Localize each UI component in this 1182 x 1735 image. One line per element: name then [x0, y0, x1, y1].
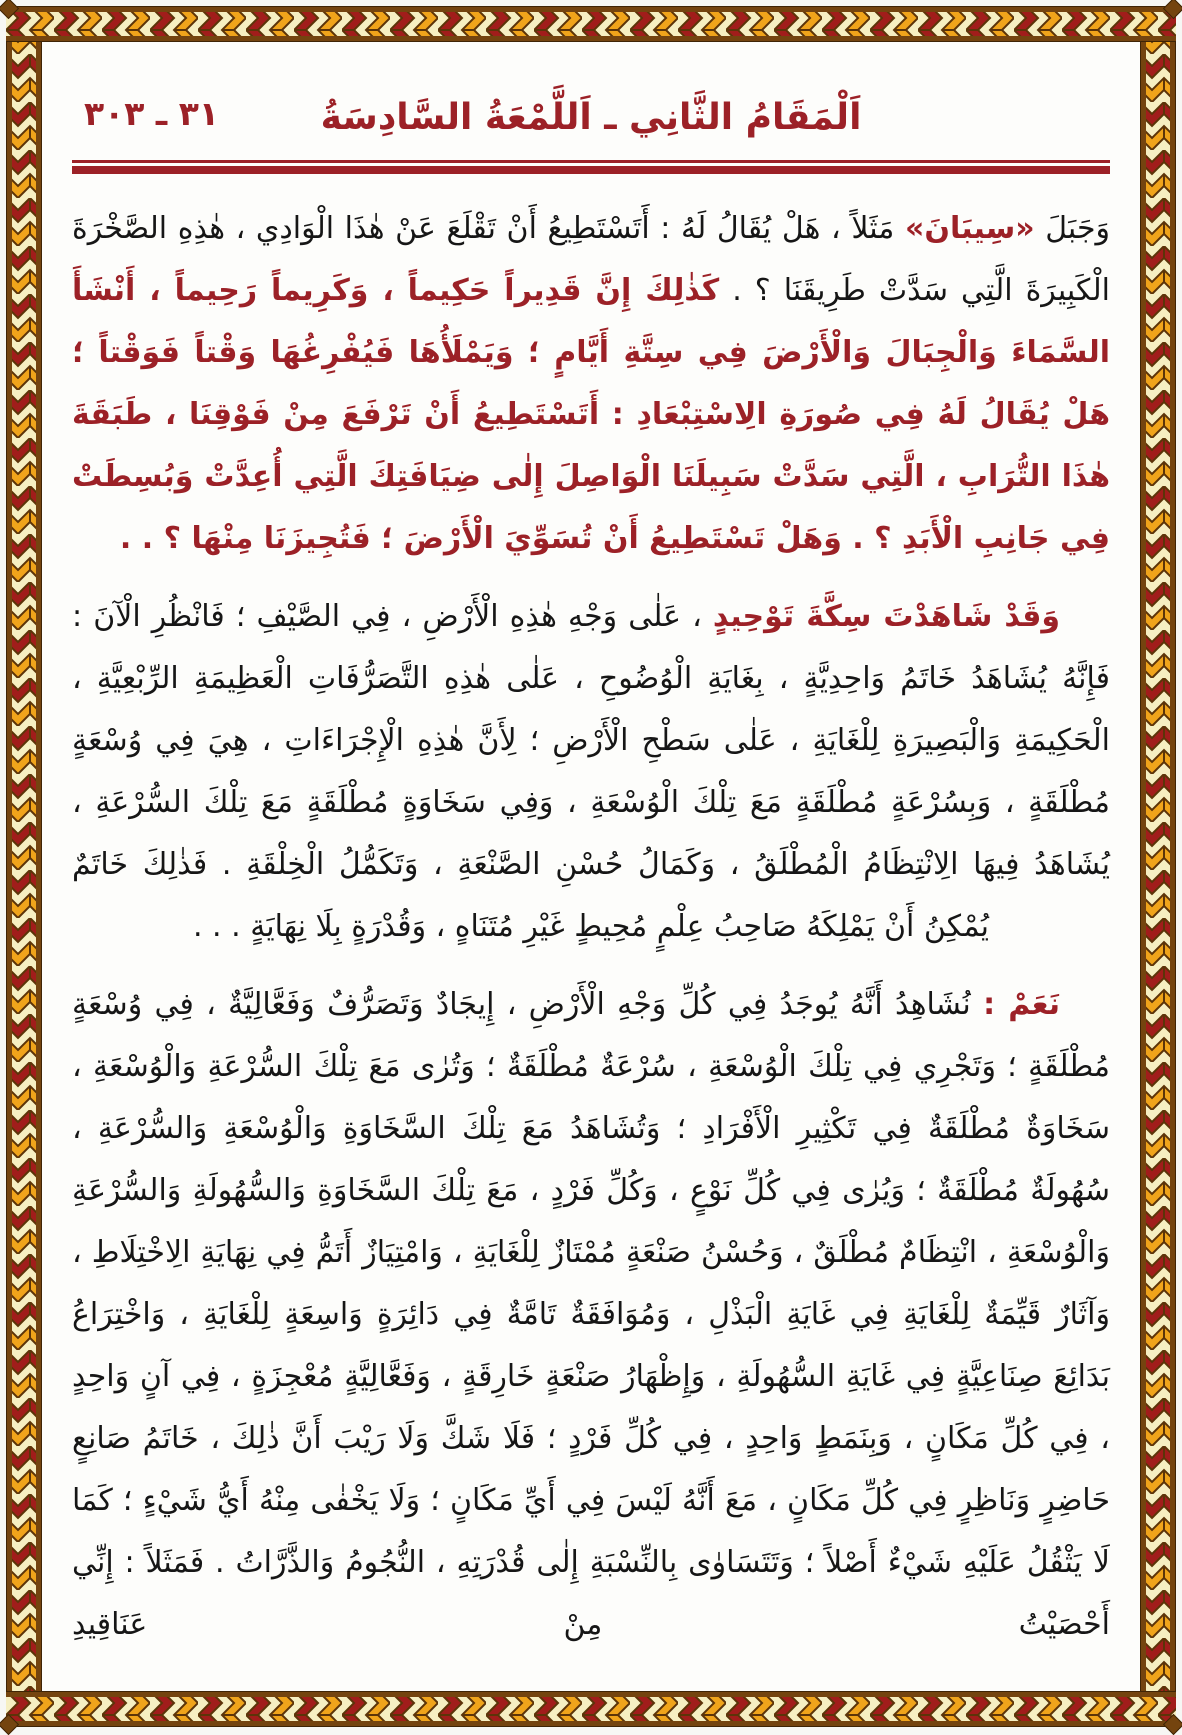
text-segment: ، عَلٰى وَجْهِ هٰذِهِ الْأَرْضِ ، فِي الصَّيْفِ ؛ فَانْظُرِ الْآنَ : فَإِنَّهُ يُشَاهَدُ خَاتَمُ وَاحِدِيَّةٍ ، بِغَايَةِ الْوُضُوحِ ، عَلٰى هٰذِهِ التَّصَرُّفَاتِ الْعَظِيمَةِ الرِّبْعِيَّةِ ، الْحَكِيمَةِ وَالْبَصِيرَةِ لِلْغَايَةِ ، عَلٰى سَطْحِ الْأَرْضِ ؛ لِأَنَّ هٰذِهِ الْإِجْرَاءَاتِ ، هِيَ فِي وُسْعَةٍ مُطْلَقَةٍ ، وَبِسُرْعَةٍ مُطْلَقَةٍ مَعَ تِلْكَ الْوُسْعَةِ ، وَفِي سَخَاوَةٍ مُطْلَقَةٍ مَعَ تِلْكَ السُّرْعَةِ ، يُشَاهَدُ فِيهَا الِانْتِظَامُ الْمُطْلَقُ ، وَكَمَالُ حُسْنِ الصَّنْعَةِ ، وَتَكَمُّلُ الْخِلْقَةِ . فَذٰلِكَ خَاتَمٌ يُمْكِنُ أَنْ يَمْلِكَهُ صَاحِبُ عِلْمٍ مُحِيطٍ غَيْرِ مُتَنَاهٍ ، وَقُدْرَةٍ بِلَا نِهَايَةٍ . . .: [72, 599, 1110, 944]
text-segment: كَذٰلِكَ إِنَّ قَدِيراً حَكِيماً ، وَكَرِيماً رَحِيماً ، أَنْشَأَ السَّمَاءَ وَالْجِبَالَ وَالْأَرْضَ فِي سِتَّةِ أَيَّامٍ ؛ وَيَمْلَأُهَا فَيُفْرِغُهَا وَقْتاً فَوَقْتاً ؛ هَلْ يُقَالُ لَهُ فِي صُورَةِ الِاسْتِبْعَادِ : أَتَسْتَطِيعُ أَنْ تَرْفَعَ مِنْ فَوْقِنَا ، طَبَقَةَ هٰذَا التُّرَابِ ، الَّتِي سَدَّتْ سَبِيلَنَا الْوَاصِلَ إِلٰى ضِيَافَتِكَ الَّتِي أُعِدَّتْ وَبُسِطَتْ فِي جَانِبِ الْأَبَدِ ؟ . وَهَلْ تَسْتَطِيعُ أَنْ تُسَوِّيَ الْأَرْضَ ؛ فَتُجِيزَنَا مِنْهَا ؟ . .: [72, 273, 1110, 556]
ornate-border-frame: [6, 6, 1176, 1727]
title-divider: [72, 160, 1110, 174]
body-text: [72, 198, 1110, 1656]
border-right: [1140, 6, 1176, 1727]
text-segment: وَجَبَلَ: [1034, 211, 1111, 246]
paragraph: [72, 586, 1110, 958]
page-header: [72, 88, 1110, 152]
text-segment: «سِيبَانَ»: [904, 211, 1035, 246]
page-content: [42, 42, 1140, 1691]
text-segment: مَثَلاً ، هَلْ يُقَالُ لَهُ : أَتَسْتَطِيعُ أَنْ تَقْلَعَ عَنْ هٰذَا الْوَادِي ، هٰذِهِ الصَّخْرَةَ الْكَبِيرَةَ الَّتِي سَدَّتْ طَرِيقَنَا ؟ .: [72, 211, 1110, 308]
text-segment: نَعَمْ :: [983, 987, 1060, 1022]
page-number: ٣١ ـ ٣٠٣: [84, 94, 219, 133]
text-segment: نُشَاهِدُ أَنَّهُ يُوجَدُ فِي كُلِّ وَجْهِ الْأَرْضِ ، إِيجَادٌ وَتَصَرُّفٌ وَفَعَّالِيَّةٌ ، فِي وُسْعَةٍ مُطْلَقَةٍ ؛ وَتَجْرِي فِي تِلْكَ الْوُسْعَةِ ، سُرْعَةٌ مُطْلَقَةٌ ؛ وَتُرٰى مَعَ تِلْكَ السُّرْعَةِ وَالْوُسْعَةِ ، سَخَاوَةٌ مُطْلَقَةٌ فِي تَكْثِيرِ الْأَفْرَادِ ؛ وَتُشَاهَدُ مَعَ تِلْكَ السَّخَاوَةِ وَالْوُسْعَةِ وَالسُّرْعَةِ ، سُهُولَةٌ مُطْلَقَةٌ ؛ وَيُرٰى فِي كُلِّ نَوْعٍ ، وَكُلِّ فَرْدٍ ، مَعَ تِلْكَ السَّخَاوَةِ وَالسُّهُولَةِ وَالسُّرْعَةِ وَالْوُسْعَةِ ، انْتِظَامٌ مُطْلَقٌ ، وَحُسْنُ صَنْعَةٍ مُمْتَازٌ لِلْغَايَةِ ، وَامْتِيَازٌ أَتَمُّ فِي نِهَايَةِ الِاخْتِلَاطِ ، وَآثَارٌ قَيِّمَةٌ لِلْغَايَةِ فِي غَايَةِ الْبَذْلِ ، وَمُوَافَقَةٌ تَامَّةٌ فِي دَائِرَةٍ وَاسِعَةٍ لِلْغَايَةِ ، وَاخْتِرَاعُ بَدَائِعَ صِنَاعِيَّةٍ فِي غَايَةِ السُّهُولَةِ ، وَإِظْهَارُ صَنْعَةٍ خَارِقَةٍ ، وَفَعَّالِيَّةٍ مُعْجِزَةٍ ، فِي آنٍ وَاحِدٍ ، فِي كُلِّ مَكَانٍ ، وَبِنَمَطٍ وَاحِدٍ ، فِي كُلِّ فَرْدٍ ؛ فَلَا شَكَّ وَلَا رَيْبَ أَنَّ ذٰلِكَ ، خَاتَمُ صَانِعٍ حَاضِرٍ وَنَاظِرٍ فِي كُلِّ مَكَانٍ ، مَعَ أَنَّهُ لَيْسَ فِي أَيِّ مَكَانٍ ؛ وَلَا يَخْفٰى مِنْهُ أَيُّ شَيْءٍ ؛ كَمَا لَا يَثْقُلُ عَلَيْهِ شَيْءٌ أَصْلاً ؛ وَتَتَسَاوٰى بِالنِّسْبَةِ إِلٰى قُدْرَتِهِ ، النُّجُومُ وَالذَّرَّاتُ . فَمَثَلاً : إِنِّي أَحْصَيْتُ مِنْ عَنَاقِيدِ: [72, 987, 1110, 1642]
border-bottom: [6, 1691, 1176, 1727]
border-left: [6, 6, 42, 1727]
paragraph: [72, 198, 1110, 570]
text-segment: وَقَدْ شَاهَدْتَ سِكَّةَ تَوْحِيدٍ: [712, 599, 1060, 634]
paragraph: [72, 974, 1110, 1656]
border-top: [6, 6, 1176, 42]
page-title: اَلْمَقَامُ الثَّانِي ـ اَللَّمْعَةُ السَّادِسَةُ: [320, 97, 862, 138]
